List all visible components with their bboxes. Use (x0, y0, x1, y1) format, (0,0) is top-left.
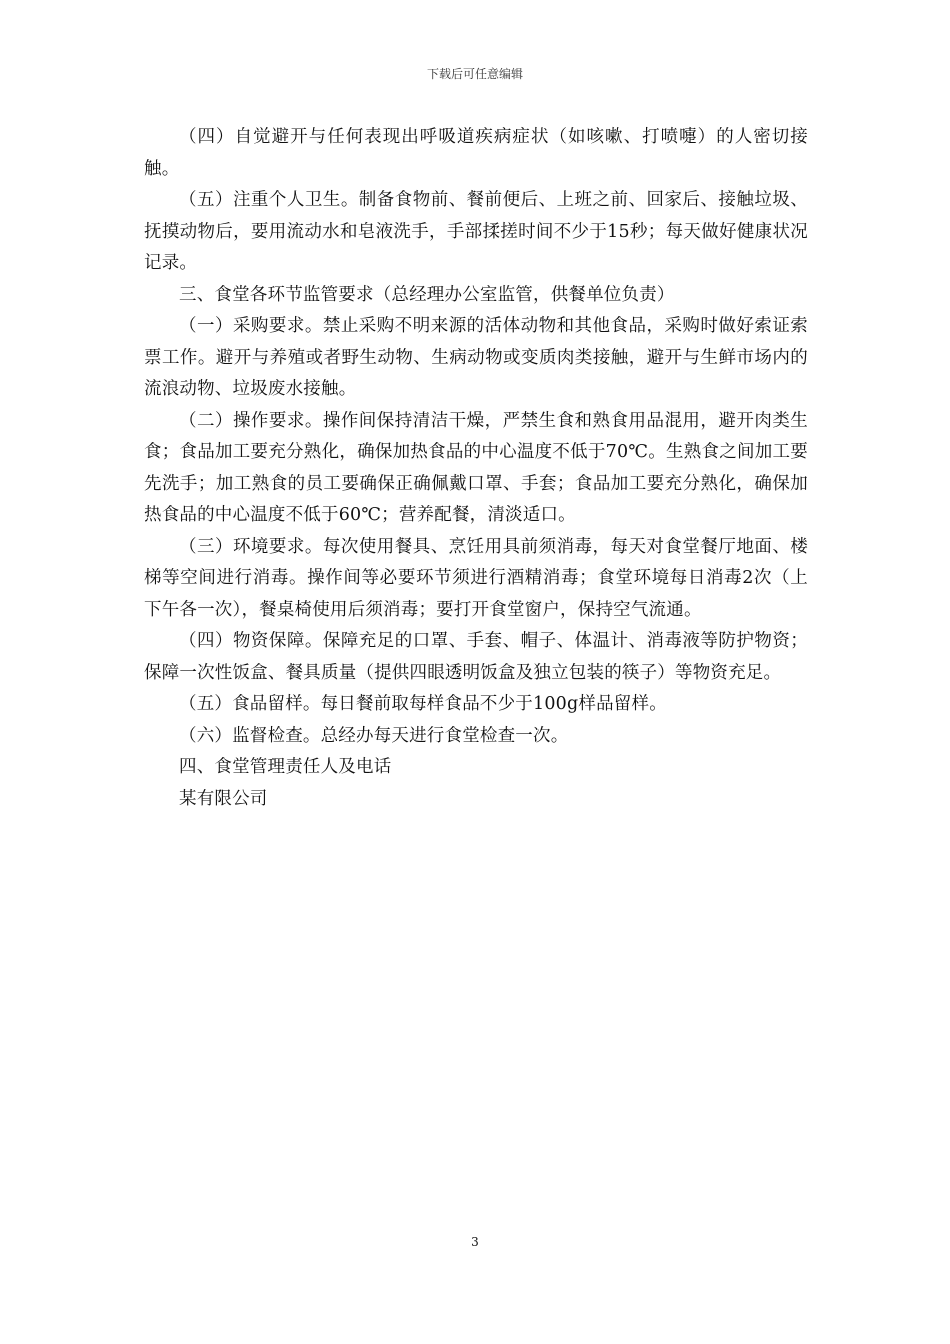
paragraph-operation: （二）操作要求。操作间保持清洁干燥，严禁生食和熟食用品混用，避开肉类生食；食品加工要充分熟化，确保加热食品的中心温度不低于70℃。生熟食之间加工要先洗手；加工熟食的员工要确保正确佩戴口罩、手套；食品加工要充分熟化，确保加热食品的中心温度不低于60℃；营养配餐，清淡适口。 (144, 410, 808, 525)
paragraph-personal-hygiene: （五）注重个人卫生。制备食物前、餐前便后、上班之前、回家后、接触垃圾、抚摸动物后，要用流动水和皂液洗手，手部揉搓时间不少于15秒；每天做好健康状况记录。 (144, 190, 808, 273)
section-heading-responsible-person: 四、食堂管理责任人及电话 (179, 757, 392, 777)
paragraph-inspection: （六）监督检查。总经办每天进行食堂检查一次。 (179, 725, 569, 746)
page-header-note: 下载后可任意编辑 (426, 67, 523, 81)
paragraph-supplies: （四）物资保障。保障充足的口罩、手套、帽子、体温计、消毒液等防护物资；保障一次性饭盒、餐具质量（提供四眼透明饭盒及独立包装的筷子）等物资充足。 (144, 631, 808, 683)
paragraph-avoid-contact: （四）自觉避开与任何表现出呼吸道疾病症状（如咳嗽、打喷嚏）的人密切接触。 (144, 127, 808, 179)
company-name: 某有限公司 (179, 788, 268, 809)
paragraph-food-samples: （五）食品留样。每日餐前取每样食品不少于100g样品留样。 (179, 694, 667, 714)
page-number: 3 (471, 1235, 479, 1249)
document-body (144, 122, 808, 815)
paragraph-procurement: （一）采购要求。禁止采购不明来源的活体动物和其他食品，采购时做好索证索票工作。避开与养殖或者野生动物、生病动物或变质肉类接触，避开与生鲜市场内的流浪动物、垃圾废水接触。 (144, 316, 808, 399)
paragraph-environment: （三）环境要求。每次使用餐具、烹饪用具前须消毒，每天对食堂餐厅地面、楼梯等空间进行消毒。操作间等必要环节须进行酒精消毒；食堂环境每日消毒2次（上下午各一次），餐桌椅使用后须消毒；要打开食堂窗户，保持空气流通。 (144, 536, 808, 620)
section-heading-canteen-supervision: 三、食堂各环节监管要求（总经理办公室监管，供餐单位负责） (179, 284, 675, 305)
